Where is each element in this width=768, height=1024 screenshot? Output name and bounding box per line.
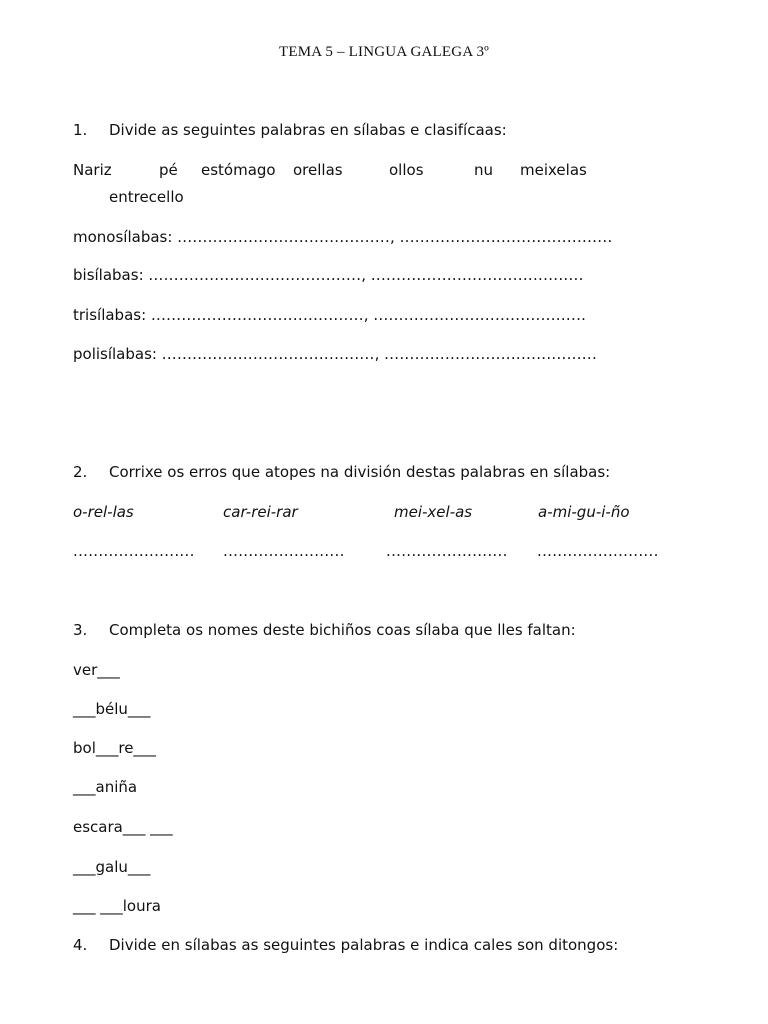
q2-word: mei-xel-as [394, 503, 473, 521]
q3-item: ___galu___ [73, 858, 151, 876]
q3-instruction: Completa os nomes deste bichiños coas sílaba que lles faltan: [109, 621, 576, 639]
q3-number: 3. [73, 621, 88, 639]
answer-blank[interactable]: .......................................... [161, 345, 375, 363]
row-separator: , [374, 345, 385, 363]
q4-instruction: Divide en sílabas as seguintes palabras e indica cales son ditongos: [109, 936, 619, 954]
q1-word: orellas [293, 161, 343, 179]
q1-number: 1. [73, 121, 88, 139]
q1-row-monosilabas [73, 228, 612, 246]
q3-item: ___ ___loura [73, 897, 161, 915]
q1-word: nu [474, 161, 494, 179]
q3-item: escara___ ___ [73, 818, 173, 836]
answer-blank[interactable]: .......................................... [150, 306, 364, 324]
row-colon: : [138, 266, 144, 284]
q2-word: a-mi-gu-i-ño [538, 503, 630, 521]
q2-word: car-rei-rar [223, 503, 298, 521]
q3-item: ___bélu___ [73, 700, 151, 718]
q3-item: ver___ [73, 661, 120, 679]
q1-word: pé [159, 161, 178, 179]
q2-number: 2. [73, 463, 88, 481]
q3-item: ___aniña [73, 778, 138, 796]
row-separator: , [361, 266, 371, 284]
row-colon: : [151, 345, 157, 363]
q1-row-bisilabas [73, 266, 584, 284]
row-separator: , [363, 306, 374, 324]
q1-word: estómago [201, 161, 276, 179]
answer-blank[interactable]: ........................ [223, 542, 345, 560]
row-label: polisílabas [73, 345, 152, 363]
q1-word: ollos [389, 161, 424, 179]
q1-instruction: Divide as seguintes palabras en sílabas e clasifícaas: [109, 121, 507, 139]
q3-item: bol___re___ [73, 739, 156, 757]
q1-row-trisilabas [73, 306, 586, 324]
q1-word: meixelas [520, 161, 587, 179]
row-separator: , [390, 228, 400, 246]
row-label: monosílabas [73, 228, 168, 246]
answer-blank[interactable]: ........................ [386, 542, 508, 560]
q1-word: entrecello [109, 188, 184, 206]
q2-instruction: Corrixe os erros que atopes na división destas palabras en sílabas: [109, 463, 611, 481]
row-label: trisílabas [73, 306, 142, 324]
row-colon: : [167, 228, 173, 246]
answer-blank[interactable]: .......................................... [177, 228, 391, 246]
row-colon: : [141, 306, 147, 324]
answer-blank[interactable]: .......................................... [370, 266, 584, 284]
q4-number: 4. [73, 936, 88, 954]
q2-word: o-rel-las [73, 503, 134, 521]
answer-blank[interactable]: ........................ [73, 542, 195, 560]
answer-blank[interactable]: .......................................... [399, 228, 613, 246]
answer-blank[interactable]: .......................................... [373, 306, 587, 324]
q1-word: Nariz [73, 161, 112, 179]
answer-blank[interactable]: .......................................... [148, 266, 362, 284]
row-label: bisílabas [73, 266, 139, 284]
answer-blank[interactable]: ........................ [537, 542, 659, 560]
q1-row-polisilabas [73, 345, 597, 363]
page-title: TEMA 5 – LINGUA GALEGA 3º [278, 44, 490, 60]
answer-blank[interactable]: .......................................... [384, 345, 598, 363]
